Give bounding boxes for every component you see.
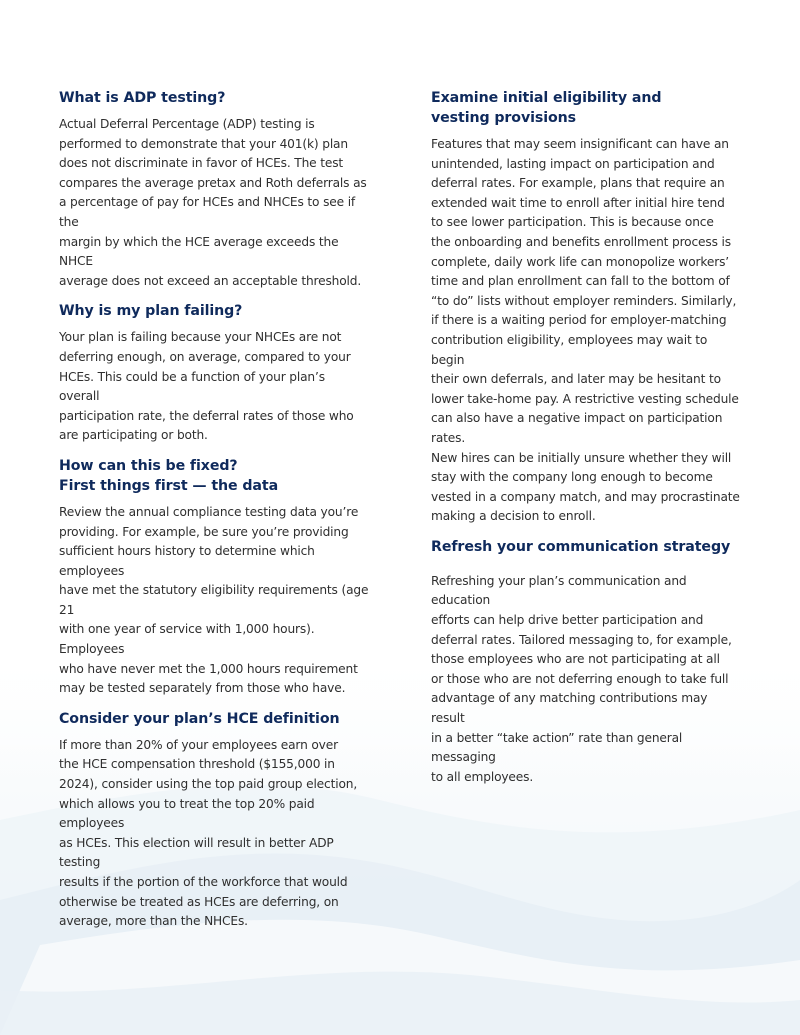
section-body: Review the annual compliance testing data you’re providing. For example, be sure you’re providing sufficient hours history to determine which employees have met the statutory eligibility requirements (age 21 with one year of service with 1,000 hours). Employees who have never met the 1,000 hours requirement may be tested separately from those who have. [59,504,369,696]
section-heading: How can this be fixed? First things first — the data [59,457,279,494]
section-communication-strategy [431,537,741,788]
section-body: If more than 20% of your employees earn over the HCE compensation threshold ($155,000 in 2024), consider using the top paid group election, which allows you to treat the top 20% paid employees as HCEs. This election will result in better ADP testing results if the portion of the workforce that would otherwise be treated as HCEs are deferring, on average, more than the NHCEs. [59,737,358,929]
section-why-is-my-plan-failing [59,301,369,446]
section-eligibility-vesting [431,88,741,527]
left-column [59,86,369,932]
section-body: Features that may seem insignificant can have an unintended, lasting impact on participation and deferral rates. For example, plans that require an extended wait time to enroll after initial hire tend to see lower participation. This is because once the onboarding and benefits enrollment process is complete, daily work life can monopolize workers’ time and plan enrollment can fall to the bottom of “to do” lists without employer reminders. Similarly, if there is a waiting period for employer-matching contribution eligibility, employees may wait to begin their own deferrals, and later may be hesitant to lower take-home pay. A restrictive vesting schedule can also have a negative impact on participation rates. New hires can be initially unsure whether they will stay with the company long enough to become vested in a company match, and may procrastinate making a decision to enroll. [431,137,740,524]
section-body: Your plan is failing because your NHCEs are not deferring enough, on average, compared to your HCEs. This could be a function of your plan’s overall participation rate, the deferral rates of those who are participating or both. [59,330,354,443]
section-body: Actual Deferral Percentage (ADP) testing is performed to demonstrate that your 401(k) plan does not discriminate in favor of HCEs. The test compares the average pretax and Roth deferrals as a percentage of pay for HCEs and NHCEs to see if the margin by which the HCE average exceeds the NHCE average does not exceed an acceptable threshold. [59,117,367,288]
section-heading: What is ADP testing? [59,90,226,106]
section-body: Refreshing your plan’s communication and education efforts can help drive better participation and deferral rates. Tailored messaging to, for example, those employees who are not participating at all or those who are not deferring enough to take full advantage of any matching contributions may result in a better “take action” rate than general messaging to all employees. [431,573,732,784]
section-what-is-adp-testing [59,88,369,291]
section-heading: Examine initial eligibility and vesting provisions [431,90,662,126]
right-column [431,86,741,787]
section-how-can-this-be-fixed [59,456,369,699]
section-hce-definition [59,709,369,932]
section-heading: Refresh your communication strategy [431,538,731,555]
section-heading: Consider your plan’s HCE definition [59,710,340,727]
section-heading: Why is my plan failing? [59,303,243,320]
